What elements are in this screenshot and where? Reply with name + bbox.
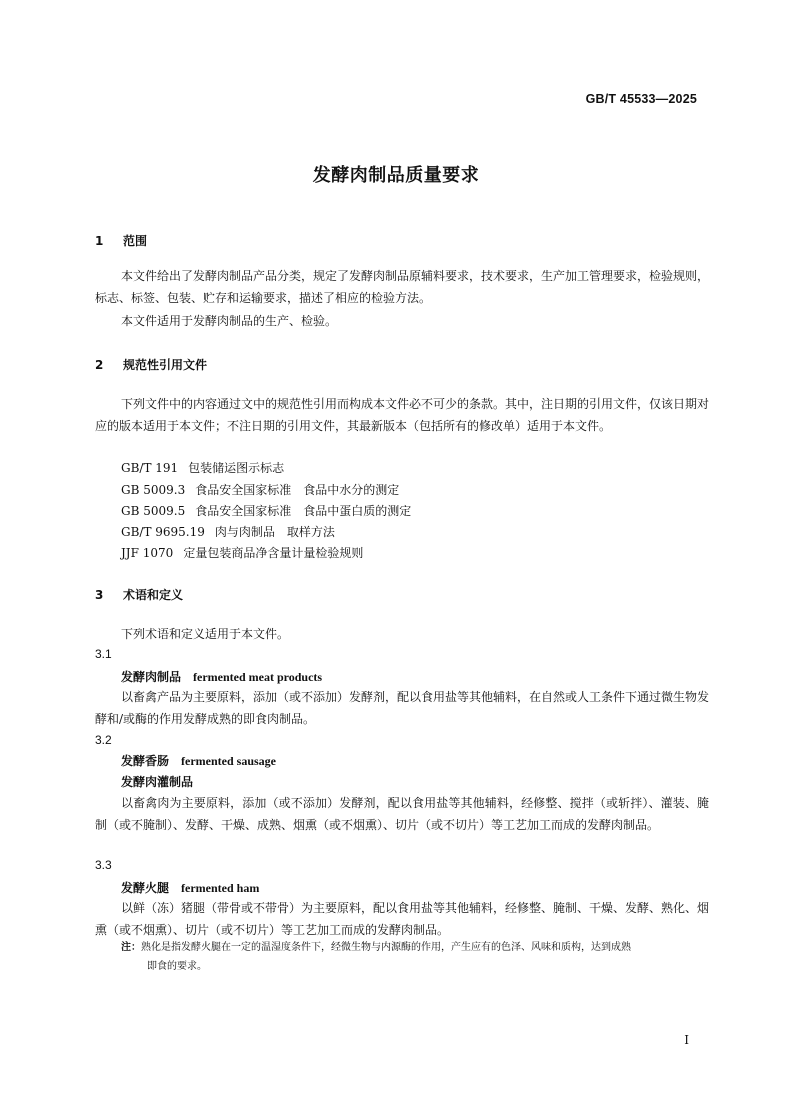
reference-code: GB/T 191 <box>121 461 179 475</box>
reference-title: 肉与肉制品 取样方法 <box>214 525 335 539</box>
clause-number: 3.3 <box>95 858 112 872</box>
reference-item <box>121 458 284 478</box>
term-note <box>121 938 711 976</box>
document-title: 发酵肉制品质量要求 <box>312 165 480 186</box>
term-zh: 发酵肉制品 <box>121 670 182 684</box>
term-entry <box>121 879 259 896</box>
note-text-continued: 即食的要求。 <box>147 961 207 972</box>
section-3-paragraph-1: 下列术语和定义适用于本文件。 <box>121 627 290 641</box>
clause-number: 3.2 <box>95 733 112 747</box>
section-2-paragraph-1: 下列文件中的内容通过文中的规范性引用而构成本文件必不可少的条款。其中，注日期的引用文件，仅该日期对应的版本适用于本文件；不注日期的引用文件，其最新版本（包括所有的修改单）适用于本文件。 <box>95 397 710 433</box>
section-title: 术语和定义 <box>123 588 184 602</box>
section-1-heading <box>95 232 147 249</box>
section-number: 1 <box>95 234 104 248</box>
reference-title: 包装储运图示标志 <box>188 461 285 475</box>
term-definition: 以畜禽肉为主要原料，添加（或不添加）发酵剂，配以食用盐等其他辅料，经修整、搅拌（或斩拌）、灌装、腌制（或不腌制）、发酵、干燥、成熟、烟熏（或不烟熏）、切片（或不切片）等工艺加工而成的发酵肉制品。 <box>95 796 709 832</box>
term-zh: 发酵香肠 <box>121 754 170 768</box>
reference-title: 食品安全国家标准 食品中水分的测定 <box>195 483 400 497</box>
term-definition: 以鲜（冻）猪腿（带骨或不带骨）为主要原料，配以食用盐等其他辅料，经修整、腌制、干燥、发酵、熟化、烟熏（或不烟熏）、切片（或不切片）等工艺加工而成的发酵肉制品。 <box>95 901 710 937</box>
reference-title: 定量包装商品净含量计量检验规则 <box>183 546 364 560</box>
term-definition: 以畜禽产品为主要原料，添加（或不添加）发酵剂，配以食用盐等其他辅料，在自然或人工条件下通过微生物发酵和/或酶的作用发酵成熟的即食肉制品。 <box>95 690 710 726</box>
section-title: 范围 <box>123 234 148 248</box>
term-entry <box>121 752 276 769</box>
reference-title: 食品安全国家标准 食品中蛋白质的测定 <box>195 504 412 518</box>
section-1-paragraph-1: 本文件给出了发酵肉制品产品分类，规定了发酵肉制品原辅料要求，技术要求，生产加工管理要求，检验规则，标志、标签、包装、贮存和运输要求，描述了相应的检验方法。 <box>95 269 710 305</box>
page-number: I <box>684 1033 689 1047</box>
reference-code: GB/T 9695.19 <box>121 525 205 539</box>
reference-item <box>121 543 363 563</box>
reference-code: JJF 1070 <box>121 546 174 560</box>
clause-number: 3.1 <box>95 647 112 661</box>
section-number: 3 <box>95 588 104 602</box>
reference-item <box>121 522 335 542</box>
section-2-heading <box>95 356 207 373</box>
term-zh: 发酵火腿 <box>121 881 170 895</box>
reference-item <box>121 501 411 521</box>
term-synonym: 发酵肉灌制品 <box>121 775 194 789</box>
term-en: fermented ham <box>181 881 260 895</box>
section-3-heading <box>95 586 183 603</box>
reference-item <box>121 480 399 500</box>
section-title: 规范性引用文件 <box>123 358 208 372</box>
note-text: 熟化是指发酵火腿在一定的温湿度条件下，经微生物与内源酶的作用，产生应有的色泽、风味和质构，达到成熟 <box>141 942 631 953</box>
reference-code: GB 5009.3 <box>121 483 186 497</box>
term-en: fermented meat products <box>193 670 323 684</box>
reference-code: GB 5009.5 <box>121 504 186 518</box>
note-label: 注： <box>121 942 141 953</box>
section-1-paragraph-2: 本文件适用于发酵肉制品的生产、检验。 <box>121 314 338 328</box>
term-entry <box>121 668 322 685</box>
section-number: 2 <box>95 358 104 372</box>
term-en: fermented sausage <box>181 754 276 768</box>
standard-code: GB/T 45533—2025 <box>585 92 697 106</box>
